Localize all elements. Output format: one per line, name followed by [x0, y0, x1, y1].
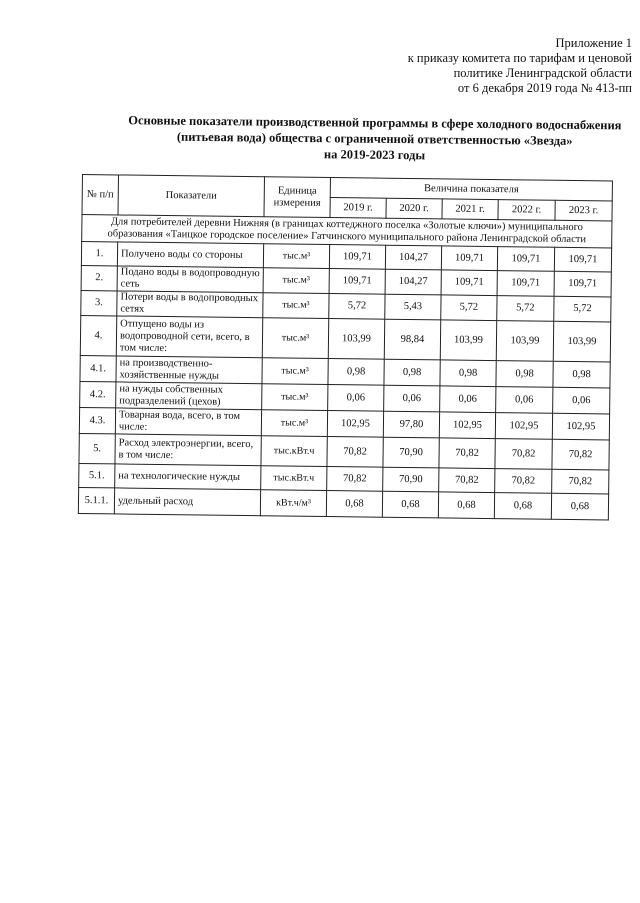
row-number: 4.1.: [80, 355, 116, 381]
row-value: 0,98: [496, 361, 553, 388]
title-line-2: (питьевая вода) общества с ограниченной ответственностью «Звезда»: [176, 129, 573, 148]
row-value: 5,72: [441, 295, 497, 321]
row-unit: тыс.м³: [262, 358, 328, 385]
row-value: 70,82: [495, 439, 552, 470]
header-num: № п/п: [82, 175, 118, 215]
row-value: 103,99: [496, 321, 553, 362]
row-unit: тыс.м³: [262, 384, 328, 411]
row-value: 109,71: [497, 271, 554, 297]
row-value: 109,71: [441, 246, 497, 271]
header-year: 2020 г.: [386, 198, 442, 219]
row-indicator-name: Потери воды в водопроводных сетях: [117, 291, 263, 318]
row-value: 0,06: [440, 386, 496, 413]
row-indicator-name: Отпущено воды из водопроводной сети, всего, в том числе:: [116, 316, 262, 358]
row-unit: тыс.м³: [262, 318, 328, 359]
row-value: 0,98: [328, 359, 384, 386]
row-value: 102,95: [552, 413, 609, 440]
row-indicator-name: на нужды собственных подразделений (цехов): [116, 382, 262, 410]
row-value: 102,95: [327, 411, 383, 438]
appendix-line-3: политике Ленинградской области: [453, 66, 632, 80]
row-unit: тыс.м³: [263, 293, 329, 319]
row-value: 0,98: [440, 360, 496, 387]
header-unit: Единица измерения: [264, 177, 330, 218]
row-indicator-name: на технологические нужды: [115, 464, 261, 490]
row-value: 109,71: [554, 247, 611, 272]
row-value: 0,06: [496, 387, 553, 414]
row-value: 70,82: [552, 469, 609, 494]
row-indicator-name: на производственно-хозяйственные нужды: [116, 356, 262, 384]
row-value: 102,95: [439, 412, 495, 439]
row-unit: тыс.кВт.ч: [261, 436, 327, 467]
row-value: 109,71: [441, 270, 497, 296]
indicators-table-wrapper: [78, 174, 612, 520]
row-unit: тыс.м³: [263, 244, 329, 269]
row-value: 104,27: [385, 245, 441, 270]
appendix-line-1: Приложение 1: [555, 36, 632, 50]
row-value: 0,68: [326, 491, 382, 518]
header-indicator: Показатели: [118, 175, 264, 217]
row-unit: тыс.м³: [263, 268, 329, 294]
row-value: 104,27: [385, 269, 441, 295]
row-indicator-name: удельный расход: [114, 488, 260, 516]
row-value: 103,99: [553, 321, 611, 362]
row-value: 70,82: [495, 469, 552, 494]
appendix-line-4: от 6 декабря 2019 года № 413-пп: [457, 81, 632, 95]
row-value: 70,82: [327, 437, 383, 468]
table-row: [80, 315, 610, 361]
consumer-group-title: Для потребителей деревни Нижняя (в границах коттеджного поселка «Золотые ключи») муниципального образования «Таицкое городское поселение» Гатчинского муниципального района Ленинградской области: [82, 215, 612, 248]
row-value: 5,43: [385, 294, 441, 320]
row-indicator-name: Подано воды в водопроводную сеть: [117, 266, 263, 293]
row-unit: тыс.м³: [261, 410, 327, 437]
table-row: [78, 487, 608, 519]
row-value: 109,71: [497, 247, 554, 272]
appendix-header: [372, 36, 632, 96]
row-value: 102,95: [495, 413, 552, 440]
row-value: 0,98: [553, 361, 610, 388]
row-number: 1.: [81, 242, 117, 266]
row-value: 0,68: [494, 493, 551, 520]
appendix-line-2: к приказу комитета по тарифам и ценовой: [407, 51, 632, 65]
row-value: 109,71: [329, 245, 385, 270]
row-value: 70,82: [439, 438, 495, 469]
title-line-1: Основные показатели производственной программы в сфере холодного водоснабжения: [128, 113, 622, 133]
row-unit: кВт.ч/м³: [260, 490, 326, 517]
document-title: [109, 112, 639, 166]
row-value: 109,71: [329, 269, 385, 295]
row-value: 0,68: [382, 491, 438, 518]
row-value: 0,68: [438, 492, 494, 519]
row-indicator-name: Расход электроэнергии, всего, в том числе:: [115, 434, 261, 466]
header-year: 2019 г.: [330, 198, 386, 219]
row-indicator-name: Получено воды со стороны: [117, 242, 263, 268]
row-value: 70,82: [327, 467, 383, 492]
row-value: 103,99: [440, 320, 496, 361]
row-value: 0,68: [551, 493, 608, 520]
row-value: 70,82: [439, 468, 495, 493]
row-value: 103,99: [328, 319, 384, 360]
row-indicator-name: Товарная вода, всего, в том числе:: [115, 408, 261, 436]
row-number: 2.: [81, 265, 117, 290]
row-number: 5.: [79, 433, 115, 463]
row-value: 98,84: [384, 319, 440, 360]
row-number: 4.2.: [80, 381, 116, 407]
row-number: 4.: [80, 315, 116, 355]
row-value: 109,71: [554, 271, 611, 297]
row-value: 5,72: [497, 296, 554, 322]
row-value: 0,06: [384, 385, 440, 412]
indicators-table: [78, 174, 613, 520]
header-year: 2021 г.: [442, 199, 498, 220]
row-value: 5,72: [329, 294, 385, 320]
header-year: 2023 г.: [555, 200, 612, 221]
row-value: 0,06: [328, 385, 384, 412]
row-number: 3.: [81, 290, 117, 315]
row-number: 4.3.: [79, 407, 115, 433]
title-line-3: на 2019-2023 годы: [323, 147, 426, 163]
header-value: Величина показателя: [330, 178, 612, 201]
row-value: 97,80: [383, 411, 439, 438]
row-value: 70,90: [383, 437, 439, 468]
row-unit: тыс.кВт.ч: [261, 466, 327, 491]
row-value: 5,72: [554, 296, 611, 322]
row-number: 5.1.1.: [78, 487, 114, 513]
row-number: 5.1.: [79, 463, 115, 487]
row-value: 0,98: [384, 359, 440, 386]
header-year: 2022 г.: [498, 200, 555, 221]
row-value: 70,82: [552, 439, 609, 470]
row-value: 70,90: [383, 467, 439, 492]
row-value: 0,06: [553, 387, 610, 414]
